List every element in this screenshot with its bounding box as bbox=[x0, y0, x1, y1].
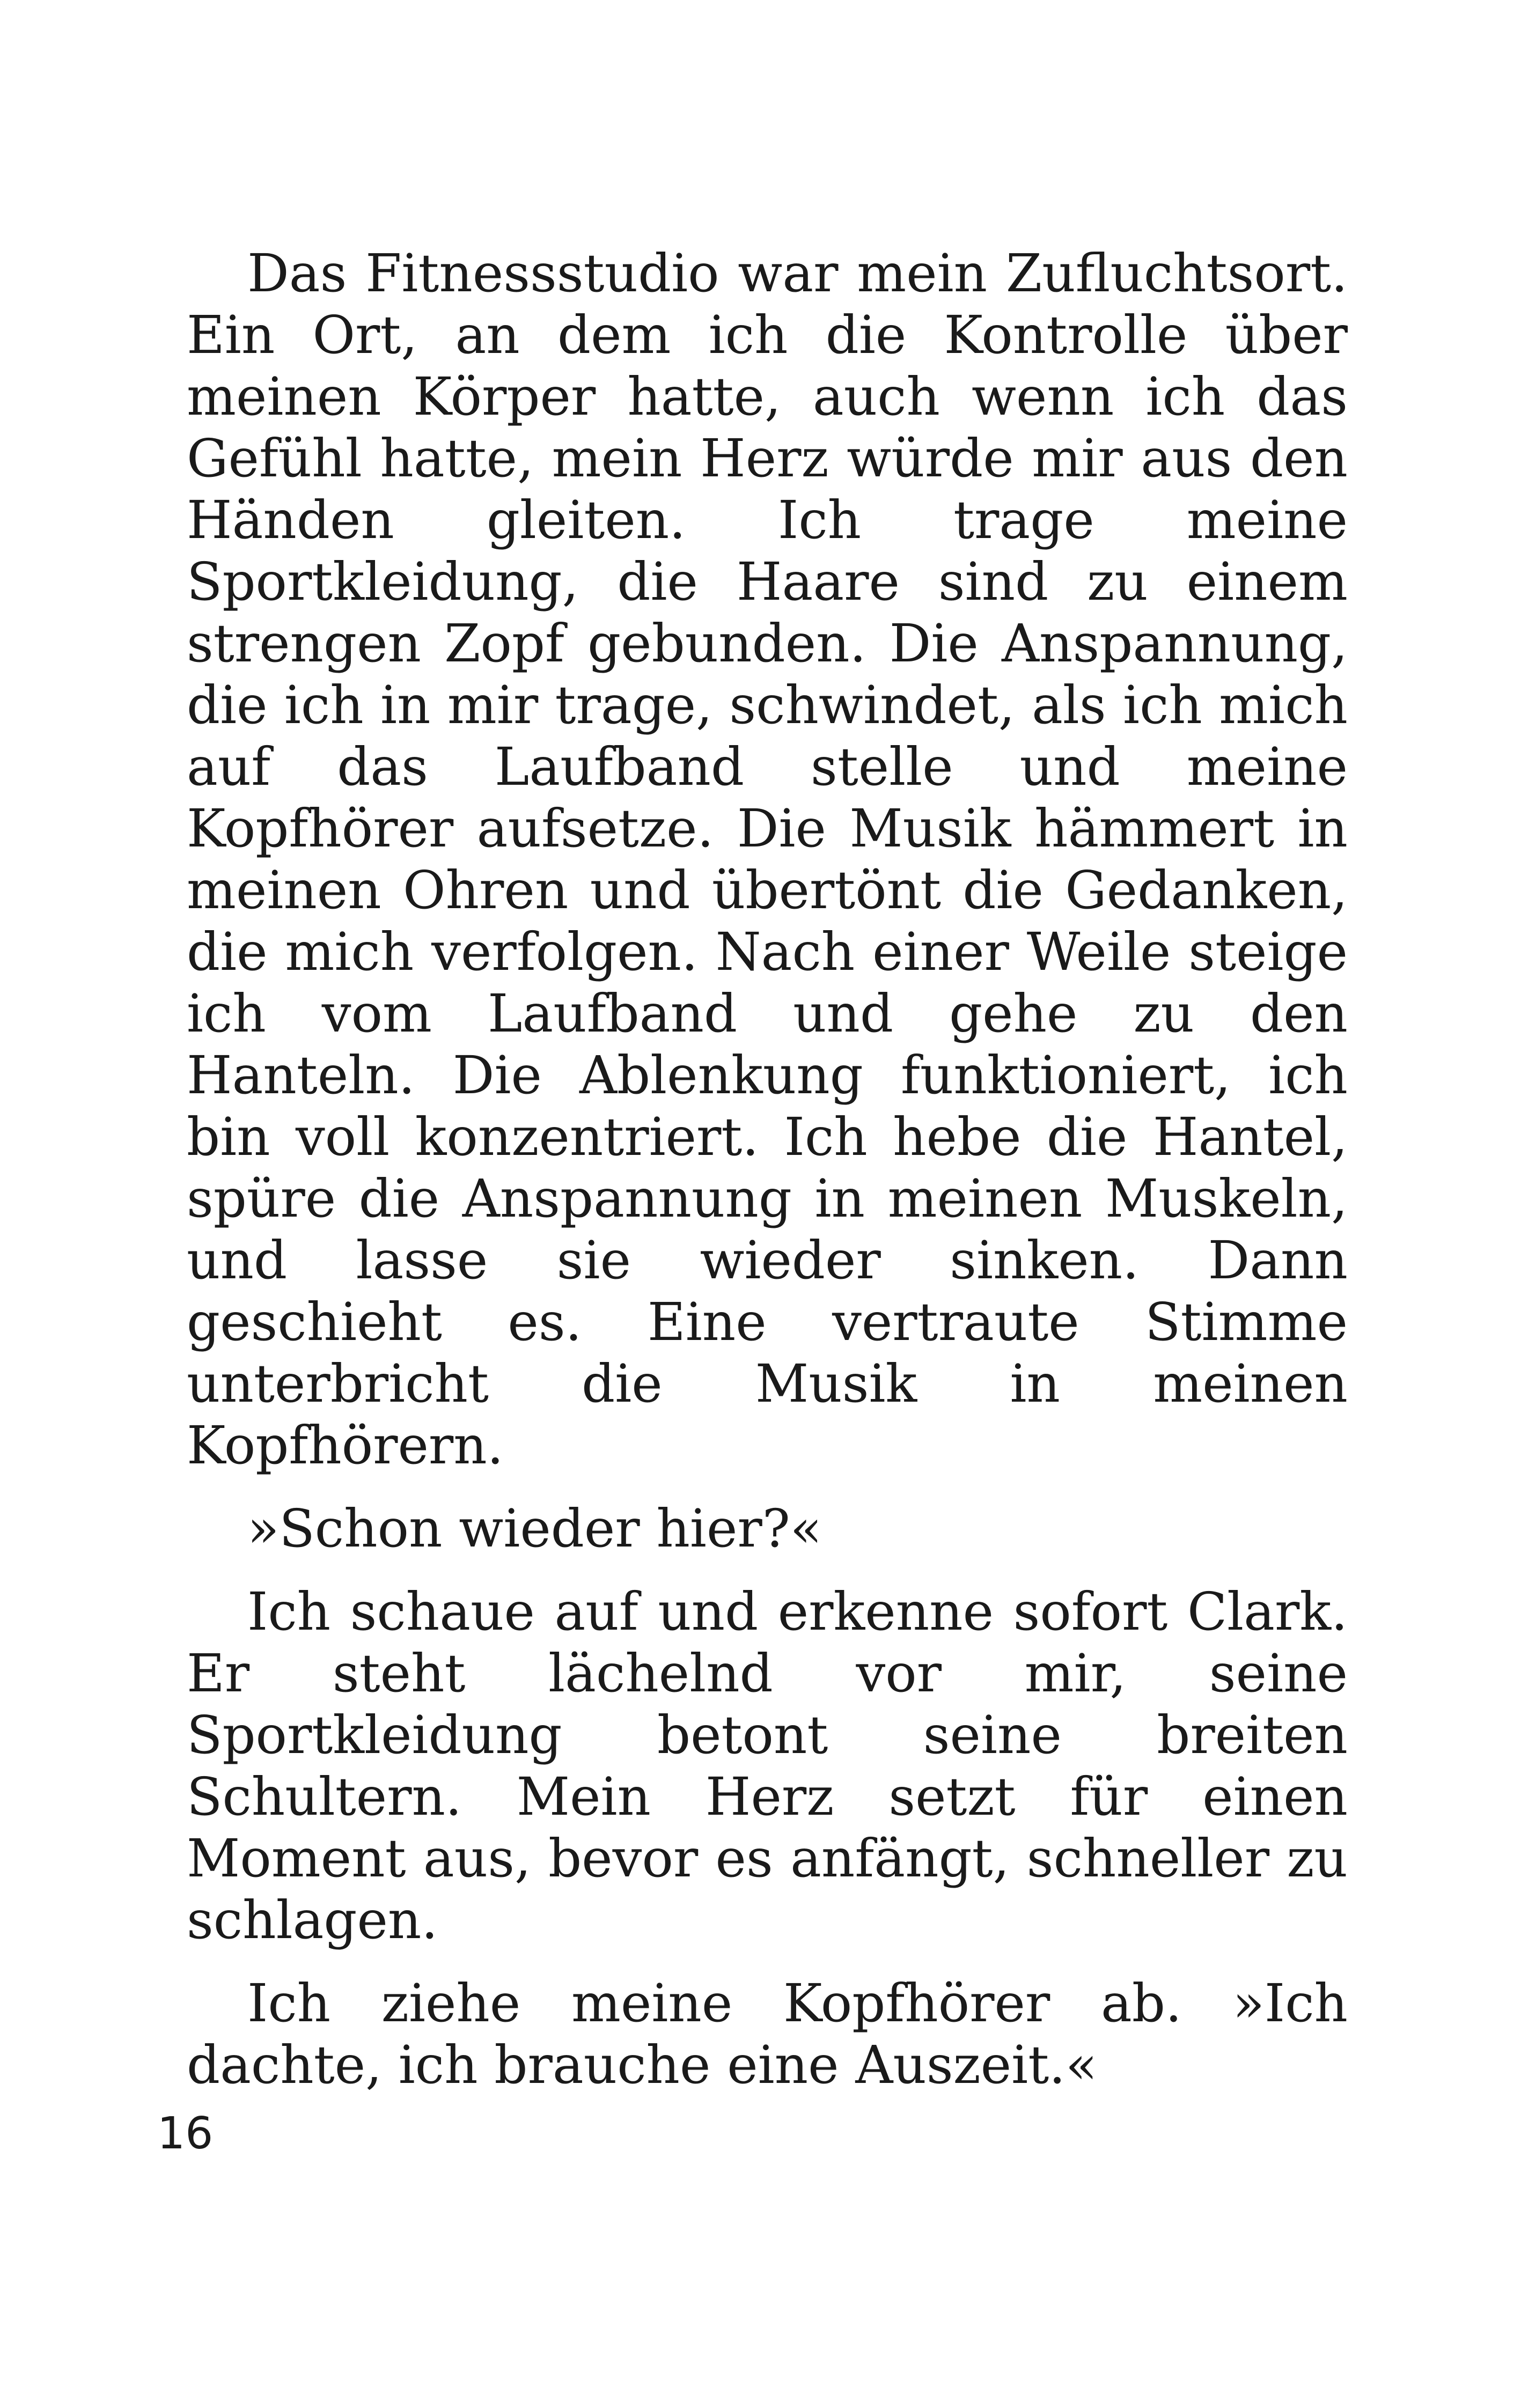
paragraph-gym-refuge: Das Fitnessstudio war mein Zufluchtsort. Ein Ort, an dem ich die Kontrolle über meinen Körper hatte, auch wenn ich das Gefühl hatte, mein Herz würde mir aus den Händen gleiten. Ich trage meine Sportkleidung, die Haare sind zu einem strengen Zopf gebunden. Die Anspannung, die ich in mir trage, schwindet, als ich mich auf das Laufband stelle und meine Kopfhörer aufsetze. Die Musik hämmert in meinen Ohren und übertönt die Gedanken, die mich verfolgen. Nach einer Weile steige ich vom Laufband und gehe zu den Hanteln. Die Ablenkung funktioniert, ich bin voll konzentriert. Ich hebe die Hantel, spüre die Anspannung in meinen Muskeln, und lasse sie wieder sinken. Dann geschieht es. Eine vertraute Stimme unterbricht die Musik in meinen Kopfhörern. bbox=[187, 243, 1348, 1476]
paragraph-dialogue-question: »Schon wieder hier?« bbox=[247, 1498, 822, 1559]
body-text bbox=[187, 242, 1348, 2096]
paragraph-headphones-off: Ich ziehe meine Kopfhörer ab. »Ich dachte, ich brauche eine Auszeit.« bbox=[187, 1973, 1348, 2095]
paragraph-clark-appears: Ich schaue auf und erkenne sofort Clark. Er steht lächelnd vor mir, seine Sportkleidung betont seine breiten Schultern. Mein Herz setzt für einen Moment aus, bevor es anfängt, schneller zu schlagen. bbox=[187, 1581, 1348, 1950]
page-number: 16 bbox=[157, 2108, 214, 2159]
